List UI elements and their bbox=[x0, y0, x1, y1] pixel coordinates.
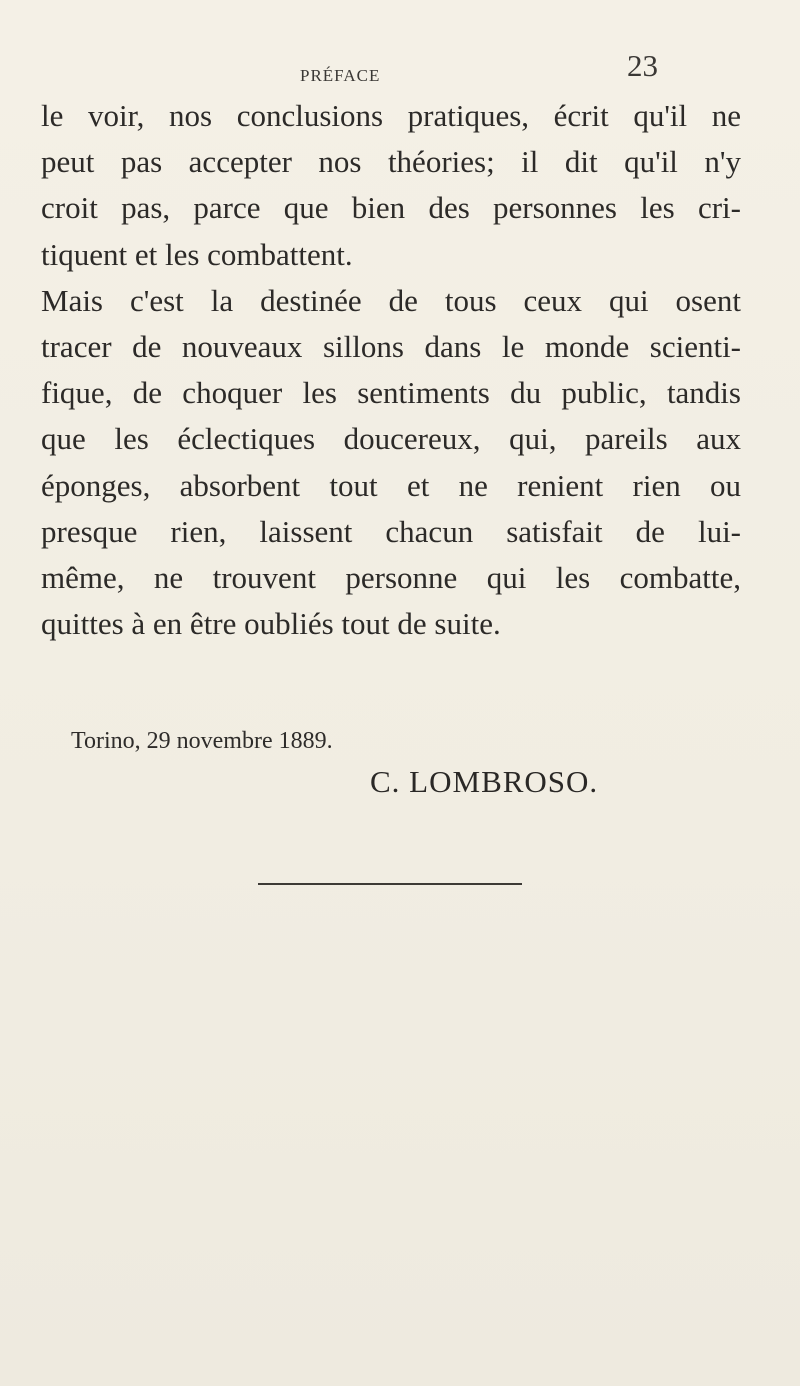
text-line: croit pas, parce que bien des personnes les cri- bbox=[41, 190, 741, 226]
text-line: peut pas accepter nos théories; il dit qu'il n'y bbox=[41, 144, 741, 180]
text-line: Mais c'est la destinée de tous ceux qui osent bbox=[41, 282, 741, 318]
text-line: que les éclectiques doucereux, qui, pareils aux bbox=[41, 421, 741, 457]
text-line: presque rien, laissent chacun satisfait de lui- bbox=[41, 513, 741, 549]
author-signature: C. LOMBROSO. bbox=[370, 764, 599, 799]
text-line: éponges, absorbent tout et ne renient rien ou bbox=[41, 467, 741, 503]
text-line: tiquent et les combattent. bbox=[41, 236, 353, 272]
text-line: le voir, nos conclusions pratiques, écrit qu'il ne bbox=[41, 98, 741, 133]
text-line: fique, de choquer les sentiments du public, tandis bbox=[41, 375, 741, 411]
text-line: même, ne trouvent personne qui les combatte, bbox=[41, 560, 741, 596]
dateline: Torino, 29 novembre 1889. bbox=[71, 728, 333, 754]
running-head: PRÉFACE bbox=[300, 66, 381, 85]
text-line: quittes à en être oubliés tout de suite. bbox=[41, 606, 501, 642]
body-text bbox=[41, 93, 741, 647]
end-rule bbox=[258, 883, 522, 885]
page-number: 23 bbox=[627, 48, 658, 83]
text-line: tracer de nouveaux sillons dans le monde scienti- bbox=[41, 329, 741, 365]
